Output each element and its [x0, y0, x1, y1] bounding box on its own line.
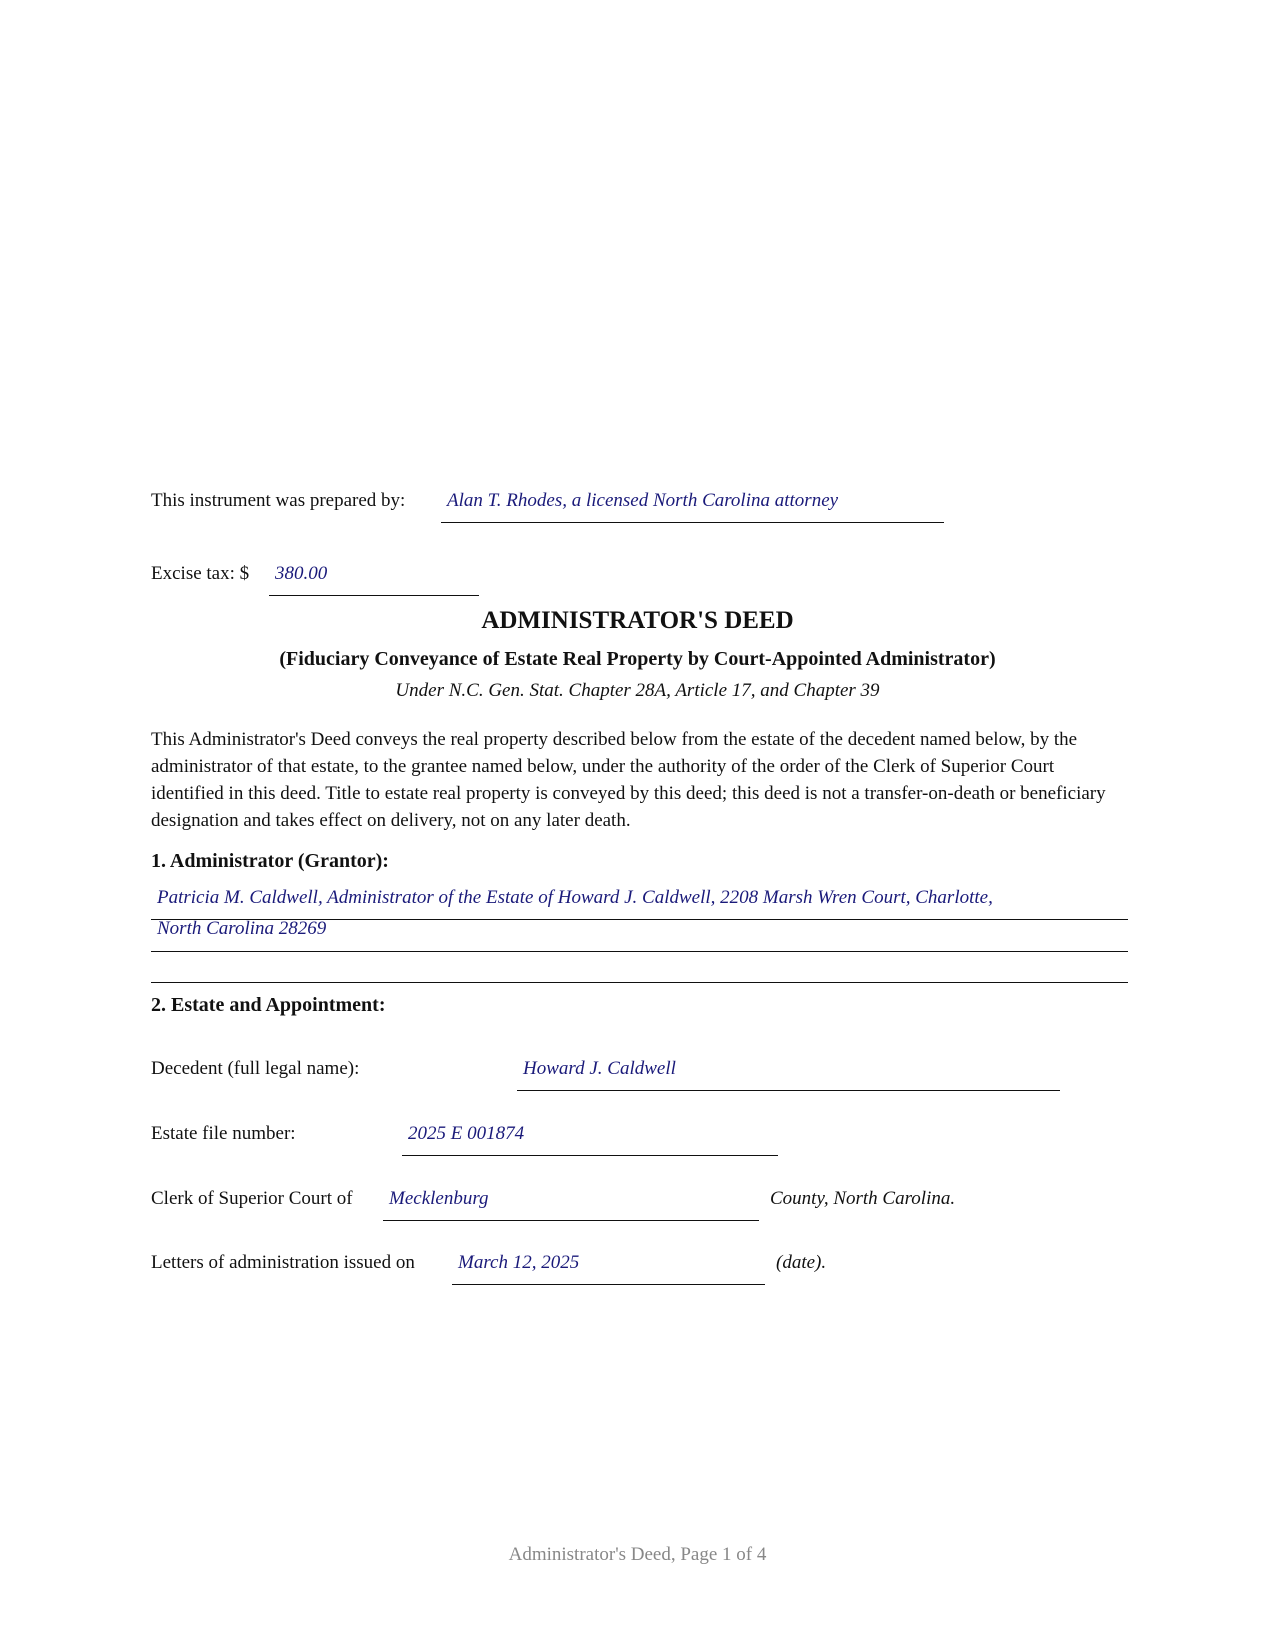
clerk-county-field[interactable]: Mecklenburg [383, 1187, 759, 1221]
letters-date-field[interactable]: March 12, 2025 [452, 1251, 765, 1285]
prepared-by-label: This instrument was prepared by: [151, 490, 406, 511]
excise-tax-field[interactable]: 380.00 [269, 562, 479, 596]
grantor-field-line-3[interactable] [151, 982, 1128, 983]
section-1-heading: 1. Administrator (Grantor): [151, 850, 389, 872]
prepared-by-field[interactable]: Alan T. Rhodes, a licensed North Carolina attorney [441, 489, 944, 523]
section-2-heading: 2. Estate and Appointment: [151, 994, 386, 1016]
document-title: ADMINISTRATOR'S DEED [481, 607, 794, 634]
decedent-field[interactable]: Howard J. Caldwell [517, 1057, 1060, 1091]
estate-file-field[interactable]: 2025 E 001874 [402, 1122, 778, 1156]
excise-tax-label: Excise tax: $ [151, 563, 250, 584]
estate-file-label: Estate file number: [151, 1123, 296, 1144]
grantor-field-line-2[interactable]: North Carolina 28269 [151, 917, 1128, 952]
clerk-county-suffix: County, North Carolina. [770, 1188, 956, 1209]
document-subtitle: (Fiduciary Conveyance of Estate Real Property by Court-Appointed Administrator) [279, 648, 996, 670]
letters-date-suffix: (date). [776, 1252, 827, 1273]
clerk-label: Clerk of Superior Court of [151, 1188, 353, 1209]
statute-reference: Under N.C. Gen. Stat. Chapter 28A, Article 17, and Chapter 39 [395, 680, 880, 701]
grantor-field-line-1[interactable]: Patricia M. Caldwell, Administrator of the Estate of Howard J. Caldwell, 2208 Marsh Wren Court, Charlotte, [151, 886, 1128, 920]
letters-label: Letters of administration issued on [151, 1252, 415, 1273]
intro-paragraph: This Administrator's Deed conveys the real property described below from the estate of the decedent named below, by the administrator of that estate, to the grantee named below, under the authority of the order of the Clerk of Superior Court identified in this deed. Title to estate real property is conveyed by this deed; this deed is not a transfer-on-death or beneficiary designation and takes effect on delivery, not on any later death. [151, 729, 1106, 831]
decedent-label: Decedent (full legal name): [151, 1058, 360, 1079]
page-footer: Administrator's Deed, Page 1 of 4 [508, 1544, 767, 1565]
